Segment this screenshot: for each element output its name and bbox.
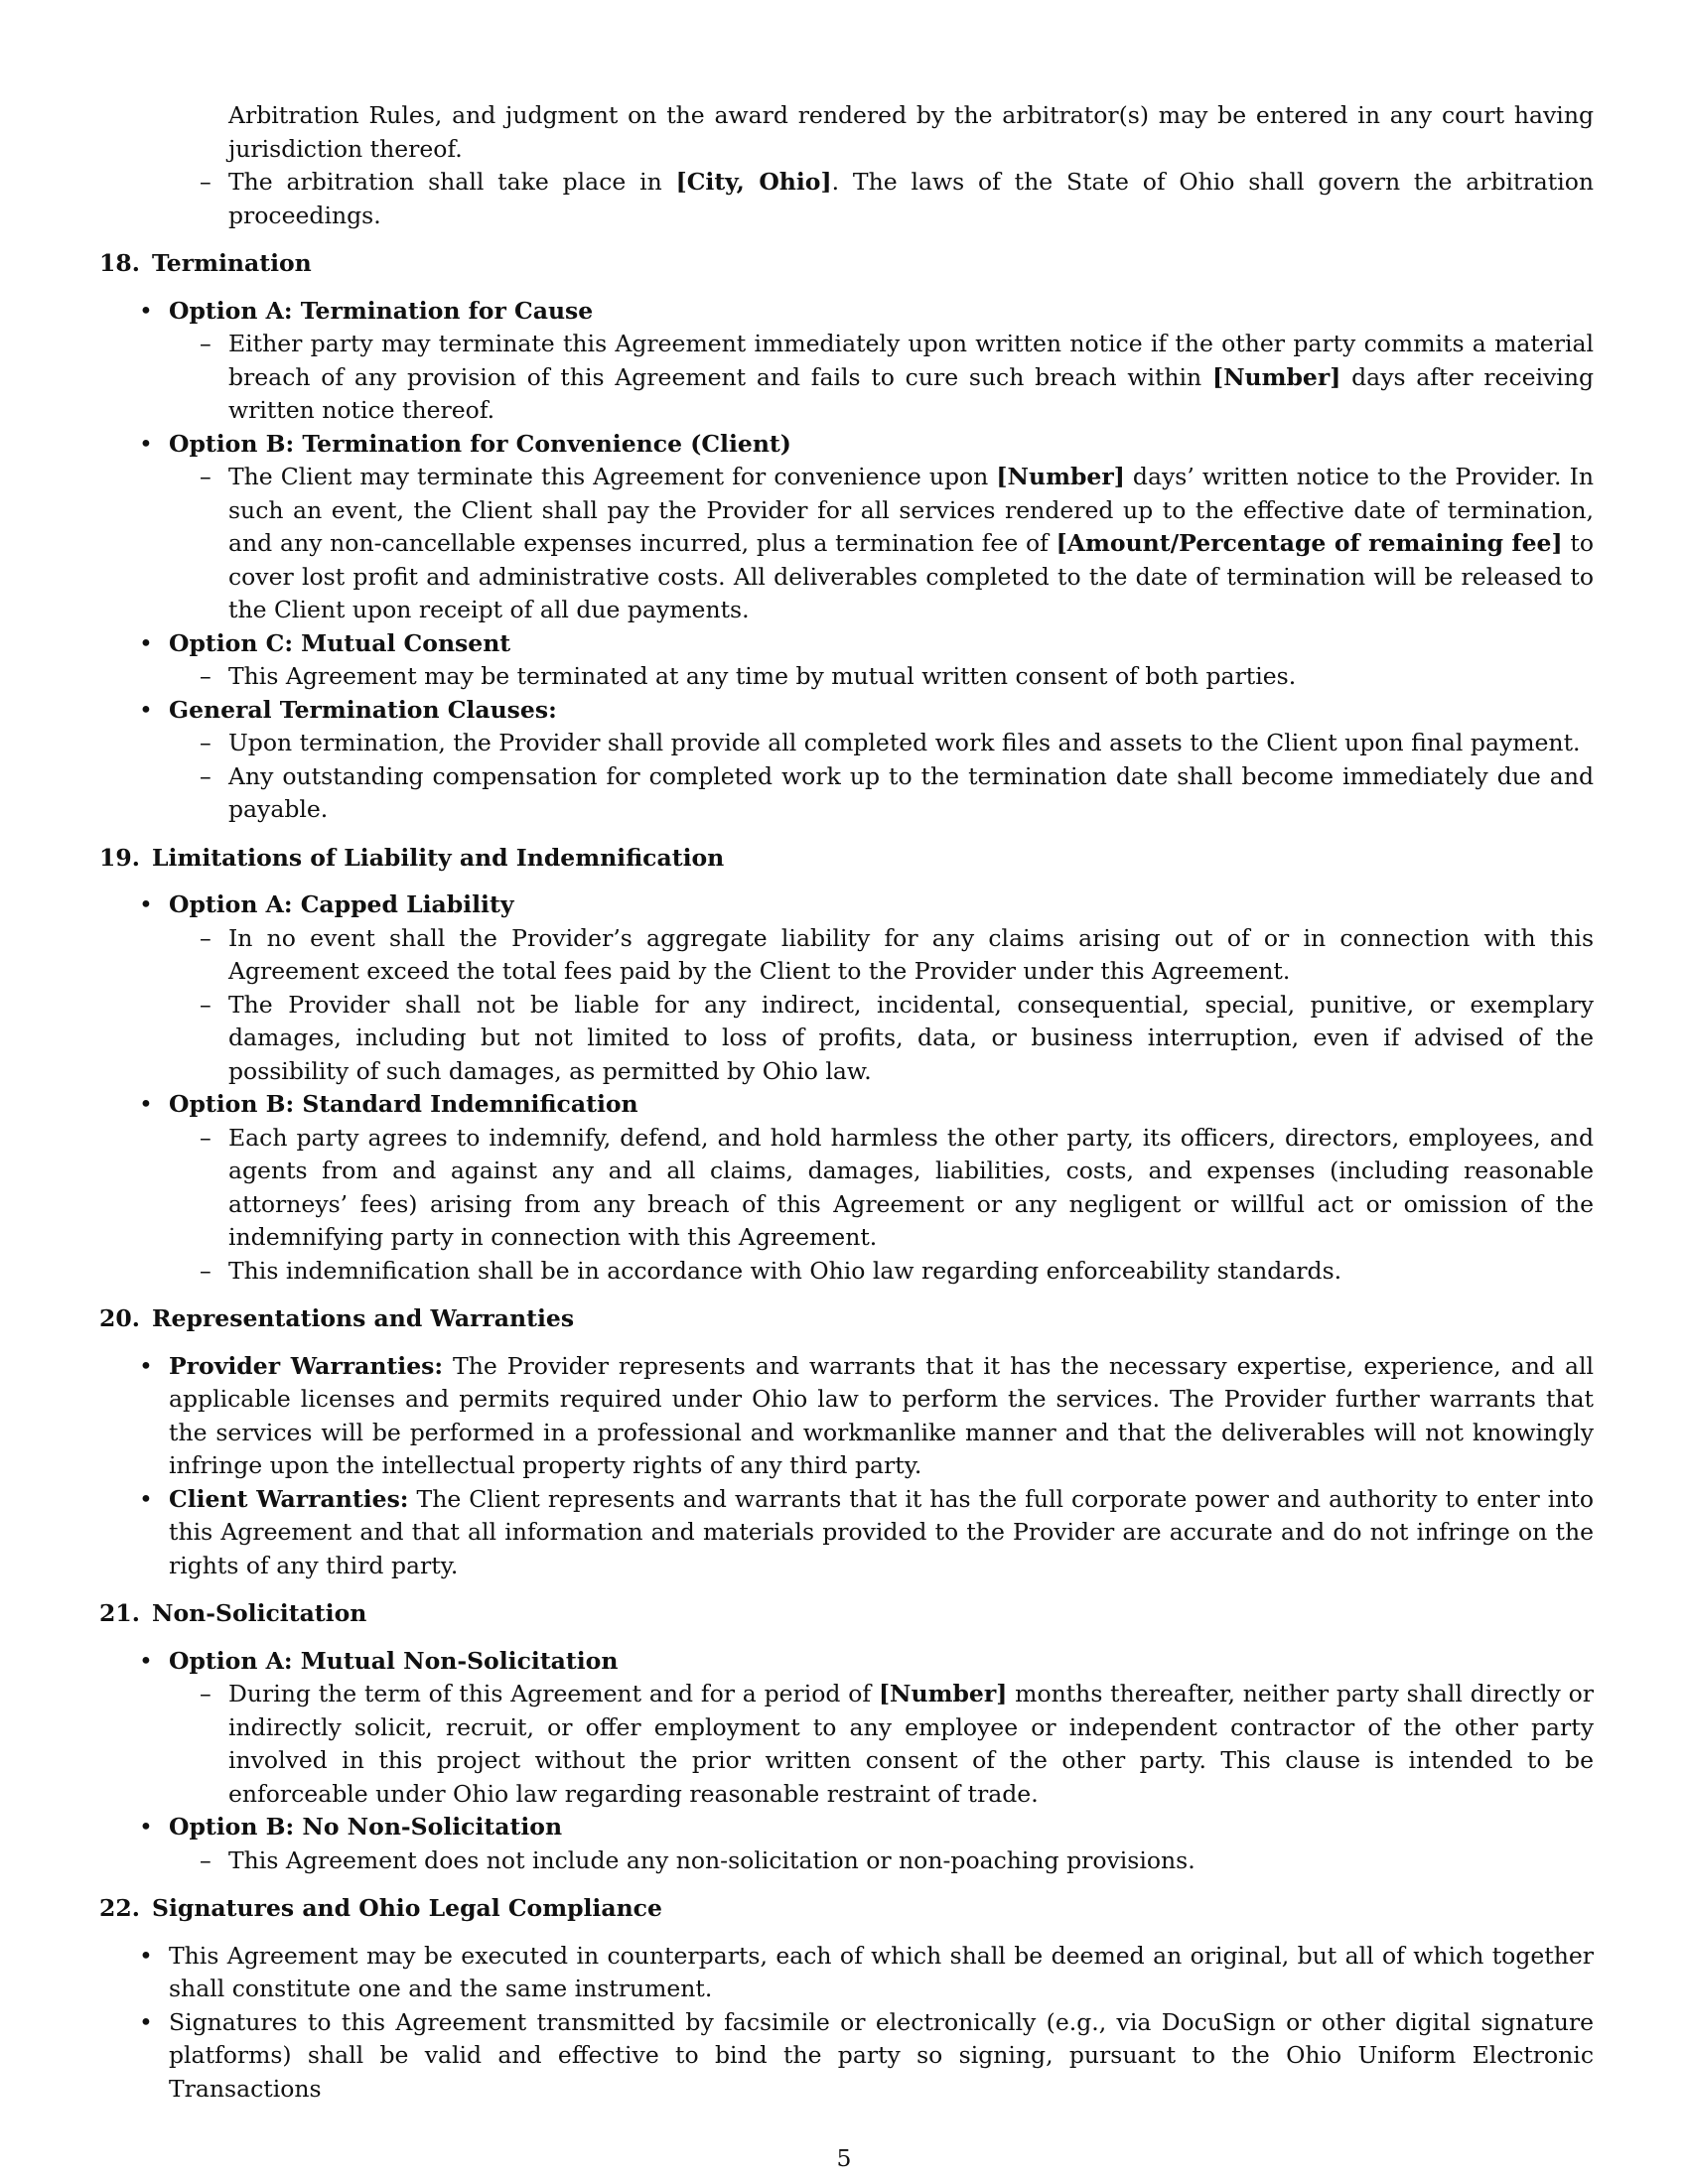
sec22-item-1: • This Agreement may be executed in counterparts, each of which shall be deemed an original, but all of which together shall constitute one and the same instrument. — [139, 1941, 1594, 2002]
sec18-option-c: • Option C: Mutual Consent — [139, 628, 511, 657]
page-number: 5 — [836, 2144, 852, 2172]
section-22-heading: 22. Signatures and Ohio Legal Compliance — [99, 1894, 662, 1922]
sec20-client-warranties: • Client Warranties: The Client represents and warrants that it has the full corporate power and authority to enter into this Agreement and that all information and materials provided to the Provider are accurate and do not infringe on the rights of any third party. — [139, 1484, 1595, 1579]
sec19-option-a-item-1: – In no event shall the Provider’s aggregate liability for any claims arising out of or in connection with this Agreement exceed the total fees paid by the Client to the Provider under this Agreement. — [200, 923, 1594, 985]
dash-marker: – — [200, 168, 211, 196]
arbitration-place-item: – The arbitration shall take place in [City, Ohio]. The laws of the State of Ohio shall govern the arbitration proceedings. — [200, 168, 1594, 229]
bullet-marker: • — [139, 296, 153, 325]
sec18-general-clauses: • General Termination Clauses: — [139, 695, 557, 724]
sec18-option-a: • Option A: Termination for Cause — [99, 295, 1594, 329]
document-page — [99, 99, 1594, 2106]
sec22-item-2: • Signatures to this Agreement transmitted by facsimile or electronically (e.g., via DocuSign or other digital signature platforms) shall be valid and effective to bind the party so signing, pursuant to the Ohio Uniform Electronic Transactions — [139, 2007, 1594, 2103]
section-20-heading: 20. Representations and Warranties — [99, 1304, 575, 1332]
sec19-option-a: • Option A: Capped Liability — [139, 890, 514, 918]
section-18-heading: 18. Termination — [99, 249, 312, 277]
sec18-general-item-2: – Any outstanding compensation for completed work up to the termination date shall become immediately due and payable. — [200, 761, 1594, 823]
sec18-option-c-text: – This Agreement may be terminated at any time by mutual written consent of both parties. — [200, 662, 1297, 690]
sec20-provider-warranties: • Provider Warranties: The Provider represents and warrants that it has the necessary expertise, experience, and all applicable licenses and permits required under Ohio law to perform the services. The Provider further warrants that the services will be performed in a professional and workmanlike manner and that the deliverables will not knowingly infringe upon the intellectual property rights of any third party. — [139, 1351, 1594, 1479]
section-21-heading: 21. Non-Solicitation — [99, 1599, 367, 1627]
arbitration-continuation: Arbitration Rules, and judgment on the award rendered by the arbitrator(s) may be entered in any court having jurisdiction thereof. — [228, 101, 1594, 163]
section-19-heading: 19. Limitations of Liability and Indemnification — [99, 843, 725, 872]
sec19-option-a-item-2: – The Provider shall not be liable for any indirect, incidental, consequential, special, punitive, or exemplary damages, including but not limited to loss of profits, data, or business interruption, even if advised of the possibility of such damages, as permitted by Ohio law. — [200, 990, 1594, 1085]
sec19-option-b-item-1: – Each party agrees to indemnify, defend, and hold harmless the other party, its officers, directors, employees, and agents from and against any and all claims, damages, liabilities, costs, and expenses (including reasonable attorneys’ fees) arising from any breach of this Agreement or any negligent or willful act or omission of the indemnifying party in connection with this Agreement. — [200, 1123, 1594, 1251]
sec18-option-b-text: – The Client may terminate this Agreement for convenience upon [Number] days’ written notice to the Provider. In such an event, the Client shall pay the Provider for all services rendered up to the effective date of termination, and any non-cancellable expenses incurred, plus a termination fee of [Amount/Percentage of remaining fee] to cover lost profit and administrative costs. All deliverables completed to the date of termination will be released to the Client upon receipt of all due payments. — [200, 463, 1595, 623]
sec21-option-a-text: – During the term of this Agreement and for a period of [Number] months thereafter, neither party shall directly or indirectly solicit, recruit, or offer employment to any employee or independent contractor of the other party involved in this project without the prior written consent of the other party. This clause is intended to be enforceable under Ohio law regarding reasonable restraint of trade. — [200, 1680, 1594, 1808]
sec19-option-b: • Option B: Standard Indemnification — [139, 1090, 638, 1118]
sec21-option-b: • Option B: No Non-Solicitation — [139, 1813, 563, 1841]
sec18-option-b: • Option B: Termination for Convenience (Client) — [139, 429, 791, 458]
sec18-general-item-1: – Upon termination, the Provider shall provide all completed work files and assets to the Client upon final payment. — [200, 729, 1581, 756]
sec21-option-a: • Option A: Mutual Non-Solicitation — [139, 1646, 619, 1675]
sec21-option-b-text: – This Agreement does not include any non-solicitation or non-poaching provisions. — [200, 1845, 1196, 1874]
sec19-option-b-item-2: – This indemnification shall be in accordance with Ohio law regarding enforceability standards. — [200, 1256, 1342, 1285]
sec18-option-a-text: – Either party may terminate this Agreement immediately upon written notice if the other party commits a material breach of any provision of this Agreement and fails to cure such breach within [Number] days after receiving written notice thereof. — [200, 330, 1595, 424]
